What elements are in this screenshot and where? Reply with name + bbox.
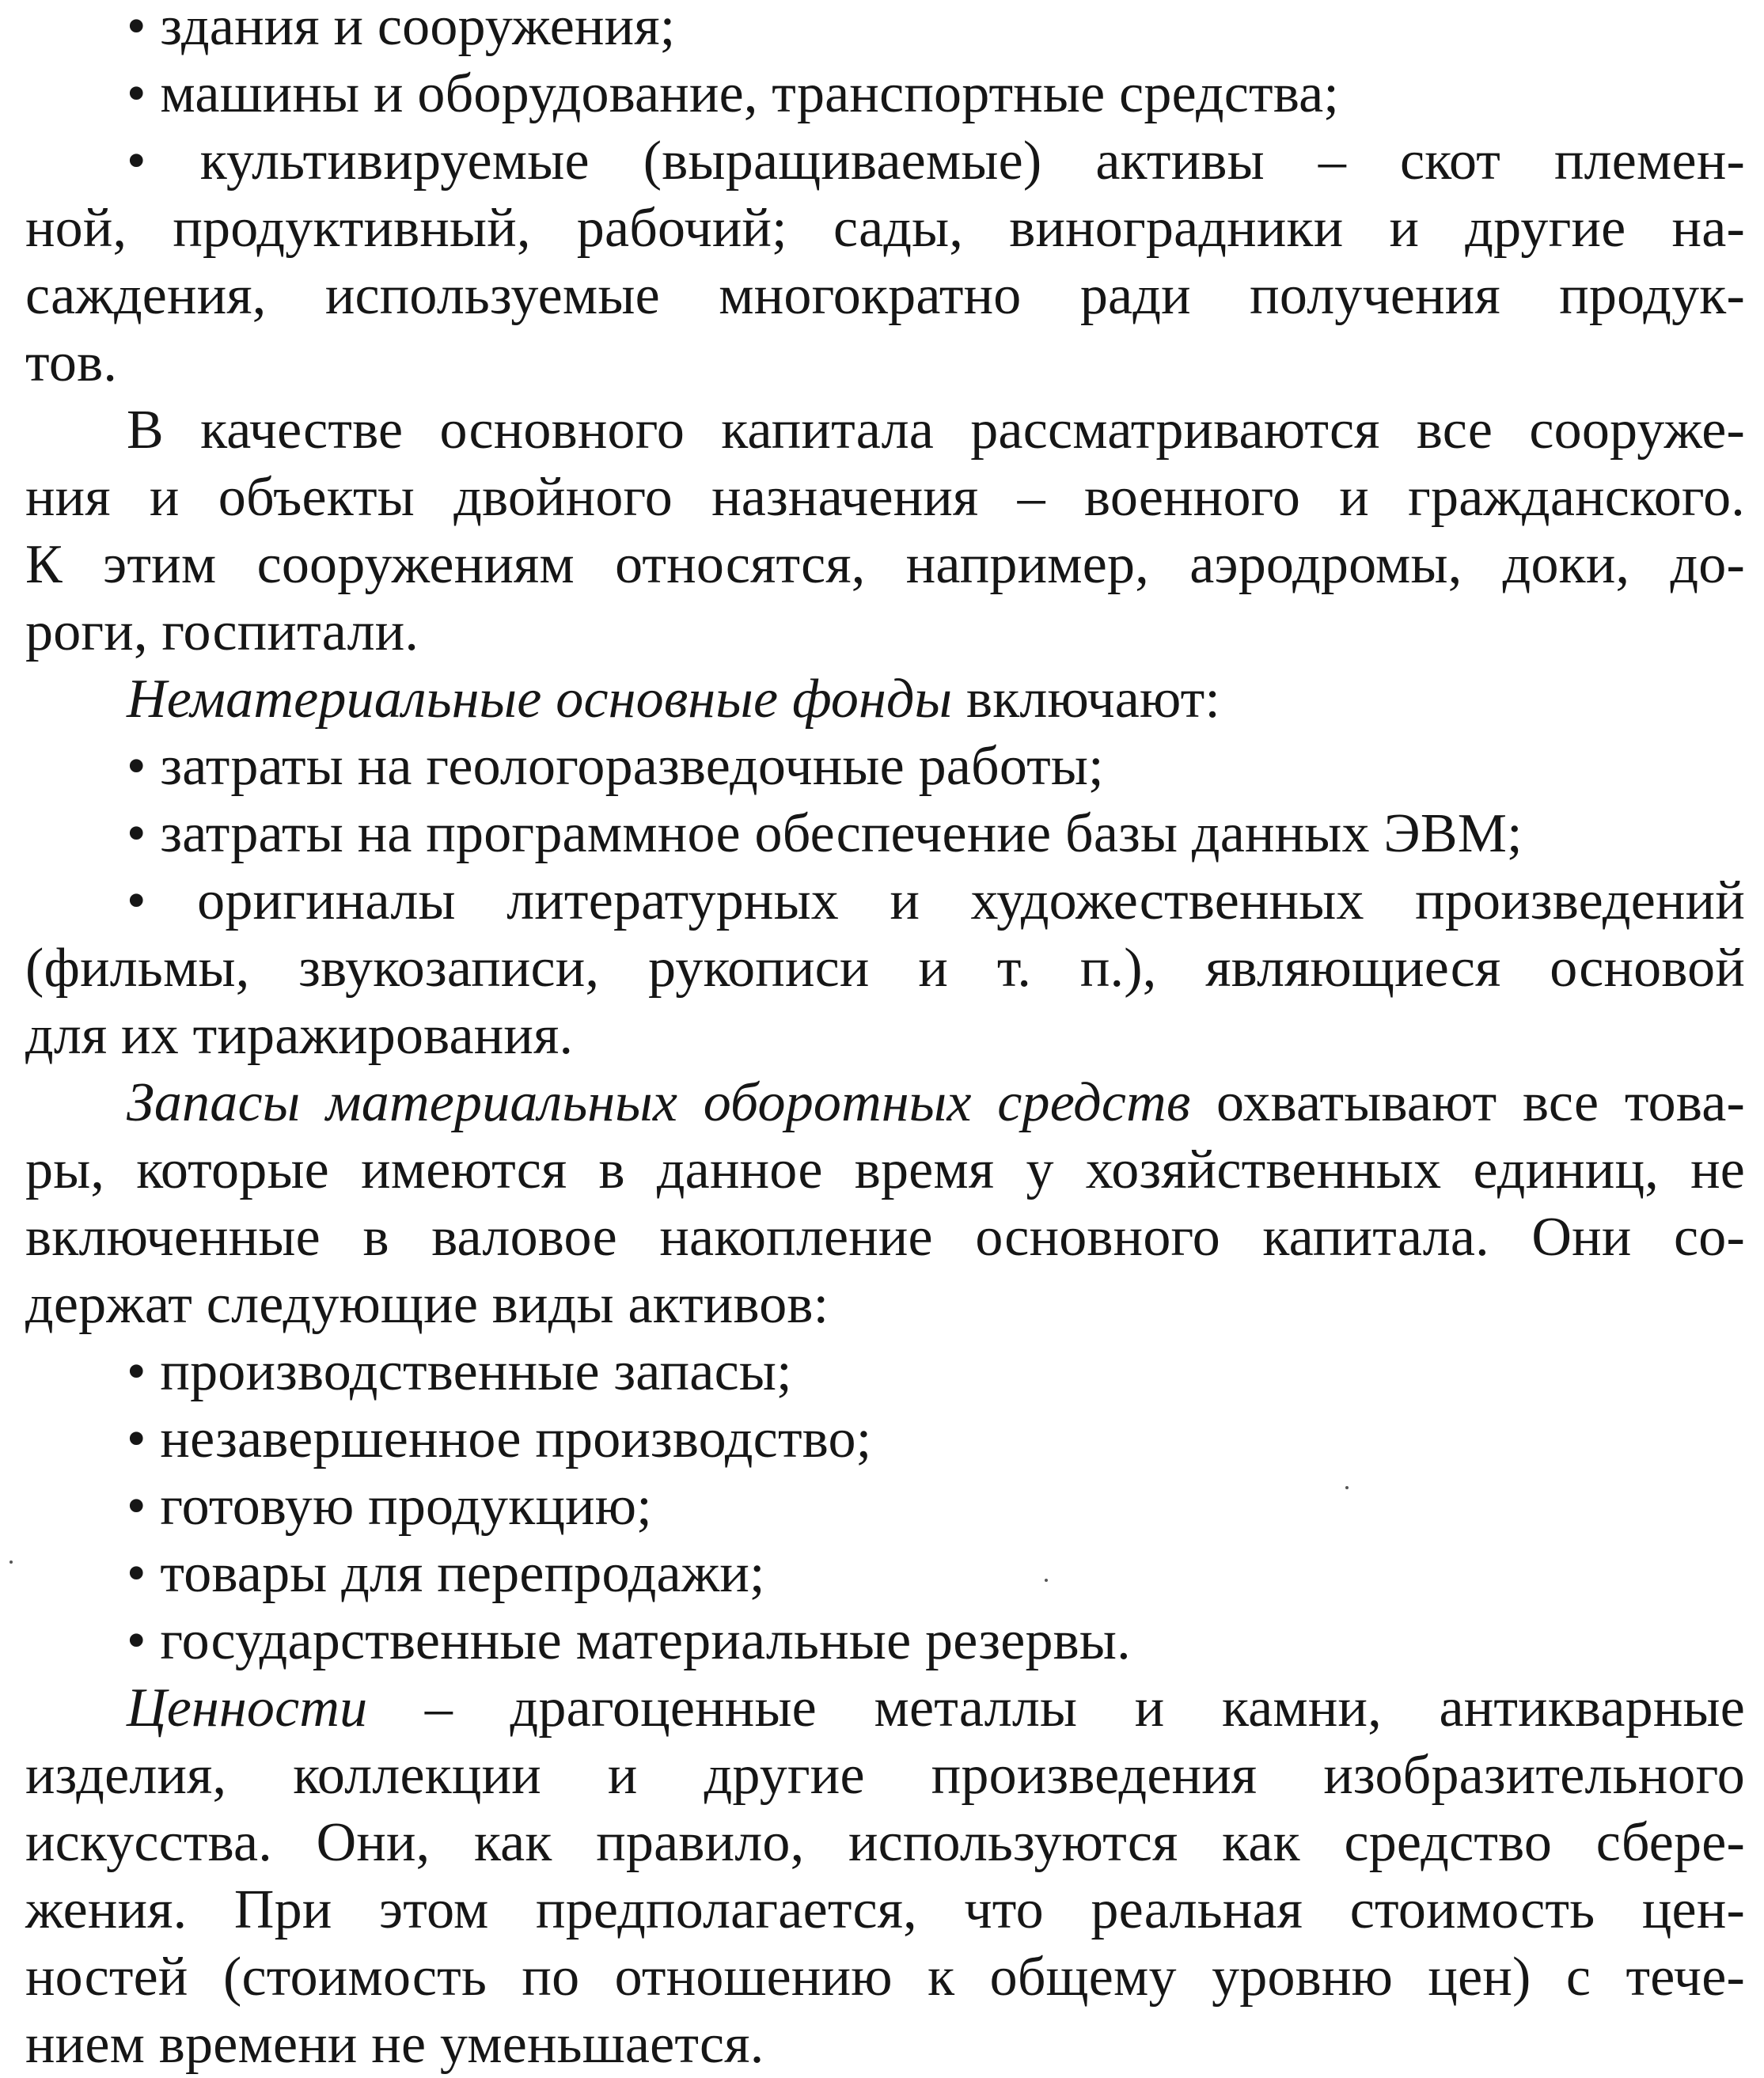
text-run: ры, которые имеются в данное время у хозяйственных единиц, не (25, 1139, 1745, 1200)
scan-speck (1045, 1579, 1048, 1582)
text-line (127, 1541, 839, 1607)
text-line (25, 1272, 918, 1338)
text-run: жения. При этом предполагается, что реальная стоимость цен- (25, 1879, 1745, 1940)
text-line (25, 2012, 847, 2078)
text-run: • здания и сооружения; (127, 0, 676, 57)
text-run: • машины и оборудование, транспортные средства; (127, 63, 1340, 124)
text-line (25, 1810, 1745, 1876)
text-run: • оригиналы литературных и художественных произведений (127, 870, 1745, 931)
text-run: • затраты на программное обеспечение базы данных ЭВМ; (127, 803, 1523, 864)
text-run: ностей (стоимость по отношению к общему уровню цен) с тече- (25, 1947, 1745, 2008)
text-run: нием времени не уменьшается. (25, 2014, 764, 2075)
text-line (25, 1204, 1745, 1271)
text-line (25, 935, 1745, 1002)
italic-term: Запасы материальных оборотных средств (127, 1072, 1191, 1133)
scan-speck (1345, 1486, 1349, 1489)
text-line (25, 263, 1745, 329)
text-run: • культивируемые (выращиваемые) активы – скот племен- (127, 131, 1745, 191)
text-run: • незавершенное производство; (127, 1409, 872, 1469)
text-line (127, 1675, 1745, 1742)
text-run: • производственные запасы; (127, 1341, 792, 1402)
text-run: ной, продуктивный, рабочий; сады, виноградники и другие на- (25, 198, 1745, 259)
text-run: – драгоценные металлы и камни, антикварные (367, 1678, 1745, 1739)
text-line (127, 734, 1219, 800)
text-run: (фильмы, звукозаписи, рукописи и т. п.), являющиеся основой (25, 938, 1745, 999)
text-line (127, 801, 1670, 867)
text-line (127, 61, 1464, 127)
text-run: саждения, используемые многократно ради получения продук- (25, 265, 1745, 326)
italic-term: Нематериальные основные фонды (127, 669, 953, 730)
text-line (25, 532, 1745, 598)
scan-speck (9, 1560, 13, 1564)
text-line (25, 330, 158, 396)
text-line (25, 1944, 1745, 2011)
text-run: • товары для перепродажи; (127, 1543, 765, 1604)
text-run: включенные в валовое накопление основного капитала. Они со- (25, 1207, 1745, 1268)
text-line (127, 1406, 962, 1473)
text-line (127, 1608, 1242, 1674)
text-run: К этим сооружениям относятся, например, аэродромы, доки, до- (25, 534, 1745, 595)
text-run: изделия, коллекции и другие произведения изобразительного (25, 1745, 1745, 1806)
text-line (127, 128, 1745, 195)
text-run: держат следующие виды активов: (25, 1274, 829, 1335)
text-line (25, 1003, 641, 1069)
text-line (25, 465, 1745, 531)
text-run: • государственные материальные резервы. (127, 1610, 1131, 1671)
italic-term: Ценности (127, 1678, 368, 1739)
text-run: искусства. Они, как правило, используются как средство сбере- (25, 1812, 1745, 1873)
text-line (127, 1339, 878, 1405)
text-run: В качестве основного капитала рассматриваются все сооруже- (127, 400, 1745, 461)
text-run: для их тиражирования. (25, 1005, 574, 1066)
text-line (25, 1877, 1745, 1943)
text-line (127, 1473, 712, 1540)
text-line (127, 868, 1745, 935)
text-run: тов. (25, 332, 118, 393)
text-run: роги, госпитали. (25, 601, 419, 662)
text-line (127, 397, 1745, 464)
text-run: • затраты на геологоразведочные работы; (127, 736, 1104, 797)
text-run: ния и объекты двойного назначения – военного и гражданского. (25, 467, 1745, 528)
text-run: включают: (952, 669, 1221, 730)
text-line (25, 599, 491, 665)
text-line (25, 195, 1745, 262)
text-run: охватывают все това- (1190, 1072, 1745, 1133)
text-line (127, 0, 744, 60)
text-line (25, 1137, 1745, 1204)
text-line (127, 666, 1274, 733)
text-line (127, 1070, 1745, 1136)
text-line (25, 1742, 1745, 1809)
text-run: • готовую продукцию; (127, 1476, 652, 1537)
